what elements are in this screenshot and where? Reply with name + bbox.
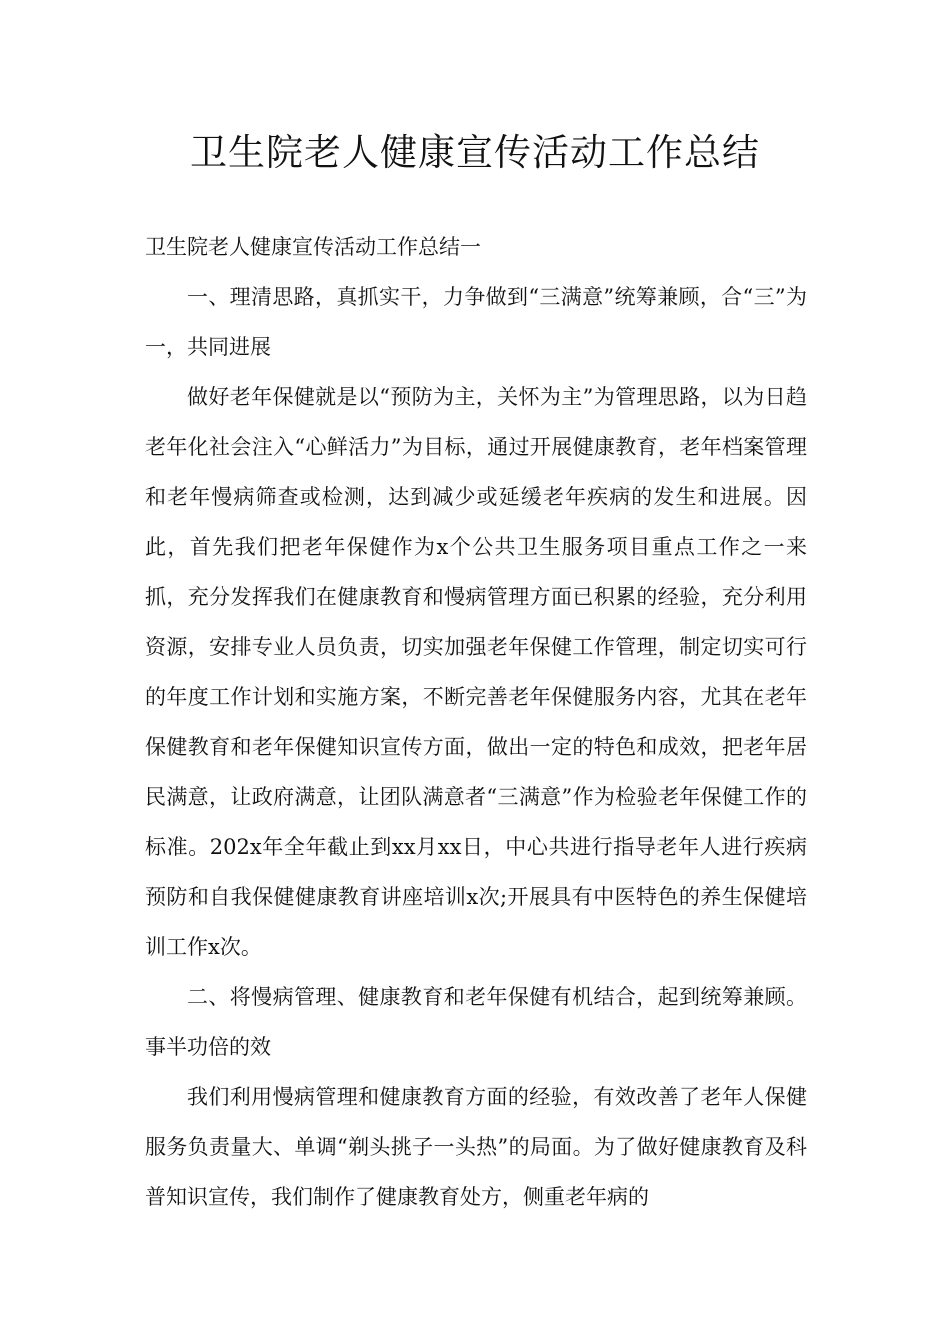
document-body xyxy=(145,222,807,1222)
paragraph: 我们利用慢病管理和健康教育方面的经验，有效改善了老年人保健服务负责量大、单调“剃头挑子一头热”的局面。为了做好健康教育及科普知识宣传，我们制作了健康教育处方，侧重老年病的 xyxy=(145,1085,807,1209)
paragraph-heading-2: 二、将慢病管理、健康教育和老年保健有机结合，起到统筹兼顾。事半功倍的效 xyxy=(145,985,807,1059)
paragraph: 做好老年保健就是以“预防为主，关怀为主”为管理思路，以为日趋老年化社会注入“心鲜活力”为目标，通过开展健康教育，老年档案管理和老年慢病筛查或检测，达到减少或延缓老年疾病的发生和进展。因此，首先我们把老年保健作为x个公共卫生服务项目重点工作之一来抓，充分发挥我们在健康教育和慢病管理方面已积累的经验，充分利用资源，安排专业人员负责，切实加强老年保健工作管理，制定切实可行的年度工作计划和实施方案，不断完善老年保健服务内容，尤其在老年保健教育和老年保健知识宣传方面，做出一定的特色和成效，把老年居民满意，让政府满意，让团队满意者“三满意”作为检验老年保健工作的标准。202x年全年截止到xx月xx日，中心共进行指导老年人进行疾病预防和自我保健健康教育讲座培训x次;开展具有中医特色的养生保健培训工作x次。 xyxy=(145,385,807,959)
paragraph-heading-1: 一、理清思路，真抓实干，力争做到“三满意”统筹兼顾，合“三”为一，共同进展 xyxy=(145,285,807,359)
section-heading: 卫生院老人健康宣传活动工作总结一 xyxy=(145,235,481,259)
document-title: 卫生院老人健康宣传活动工作总结 xyxy=(190,131,760,174)
